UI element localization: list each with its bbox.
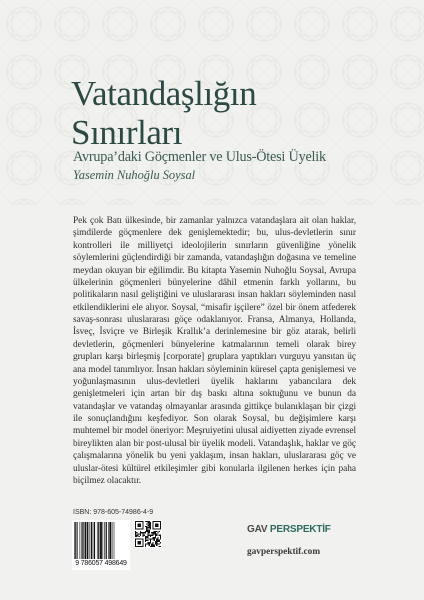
book-title-line-2: Sınırları: [71, 113, 183, 152]
qr-code-icon: [135, 521, 161, 547]
blurb-text: Pek çok Batı ülkesinde, bir zamanlar yalnızca vatandaşlara ait olan haklar, şimdilerde göçmenlere dek genişlemektedir; bu, ulus-devletlerin sınır kontrolleri ile milliyetçi ideolojilerin sınırların güvenliğine yönelik söylemlerini güçlendirdiği bir zamanda, vatandaşlığın doğasına ve temeline meydan okuyan bir eğilimdir. Bu kitapta Yasemin Nuhoğlu Soysal, Avrupa ülkelerinin göçmenleri bünyelerine dâhil etmenin farklı yollarını, bu politikaların nasıl geliştiğini ve uluslararası insan hakları söyleminden nasıl etkilendiklerini ele alıyor. Soysal, “misafir işçilere” özel bir önem atfederek savaş-sonrası uluslararası göçe odaklanıyor. Fransa, Almanya, Hollanda, İsveç, İsviçre ve Birleşik Krallık’a derinlemesine bir göz atarak, belirli devletlerin, göçmenleri bünyelerine katmalarının temeli olarak birey grupları karşı birleşmiş [corporate] gruplara yaptıkları vurguyu yansıtan üç ana model tanımlıyor. İnsan hakları söyleminin küresel çapta genişlemesi ve yoğunlaşmasının ulus-devletleri üyelik haklarını yabancılara dek genişletmeleri için artan bir dış baskı altına soktuğunu ve bunun da vatandaşlar ve vatandaş olmayanlar arasında gittikçe bulanıklaşan bir çizgi ile sonuçlandığını keşfediyor. Son olarak Soysal, bu değişimlere karşı muhtemel bir model öneriyor: Meşruiyetini ulusal aidiyetten ziyade evrensel bireylikten alan bir post-ulusal bir üyelik modeli. Vatandaşlık, haklar ve göç çalışmalarına yönelik bu yeni yaklaşım, insan hakları, uluslararası göç ve uluslar-ötesi kültürel etkileşimler gibi konularla ilgilenen herkes için paha biçilmez olacaktır.: [73, 216, 356, 486]
book-author: Yasemin Nuhoğlu Soysal: [73, 168, 196, 182]
qr-code: [134, 520, 162, 548]
book-subtitle: Avrupa’daki Göçmenler ve Ulus-Ötesi Üyelik: [73, 149, 326, 165]
isbn-barcode: [72, 520, 130, 570]
book-title: [71, 74, 256, 152]
publisher-name-part-2: PERSPEKTİF: [269, 524, 331, 535]
barcode-icon: [74, 522, 128, 559]
publisher-logo: [247, 524, 331, 535]
publisher-name-part-1: GAV: [247, 524, 268, 535]
barcode-number: 9 786057 498649: [75, 560, 127, 567]
back-cover-blurb: [73, 215, 356, 487]
isbn-label: ISBN: 978-605-74986-4-9: [73, 509, 154, 516]
book-title-line-1: Vatandaşlığın: [71, 74, 257, 113]
publisher-website: gavperspektif.com: [247, 547, 321, 557]
